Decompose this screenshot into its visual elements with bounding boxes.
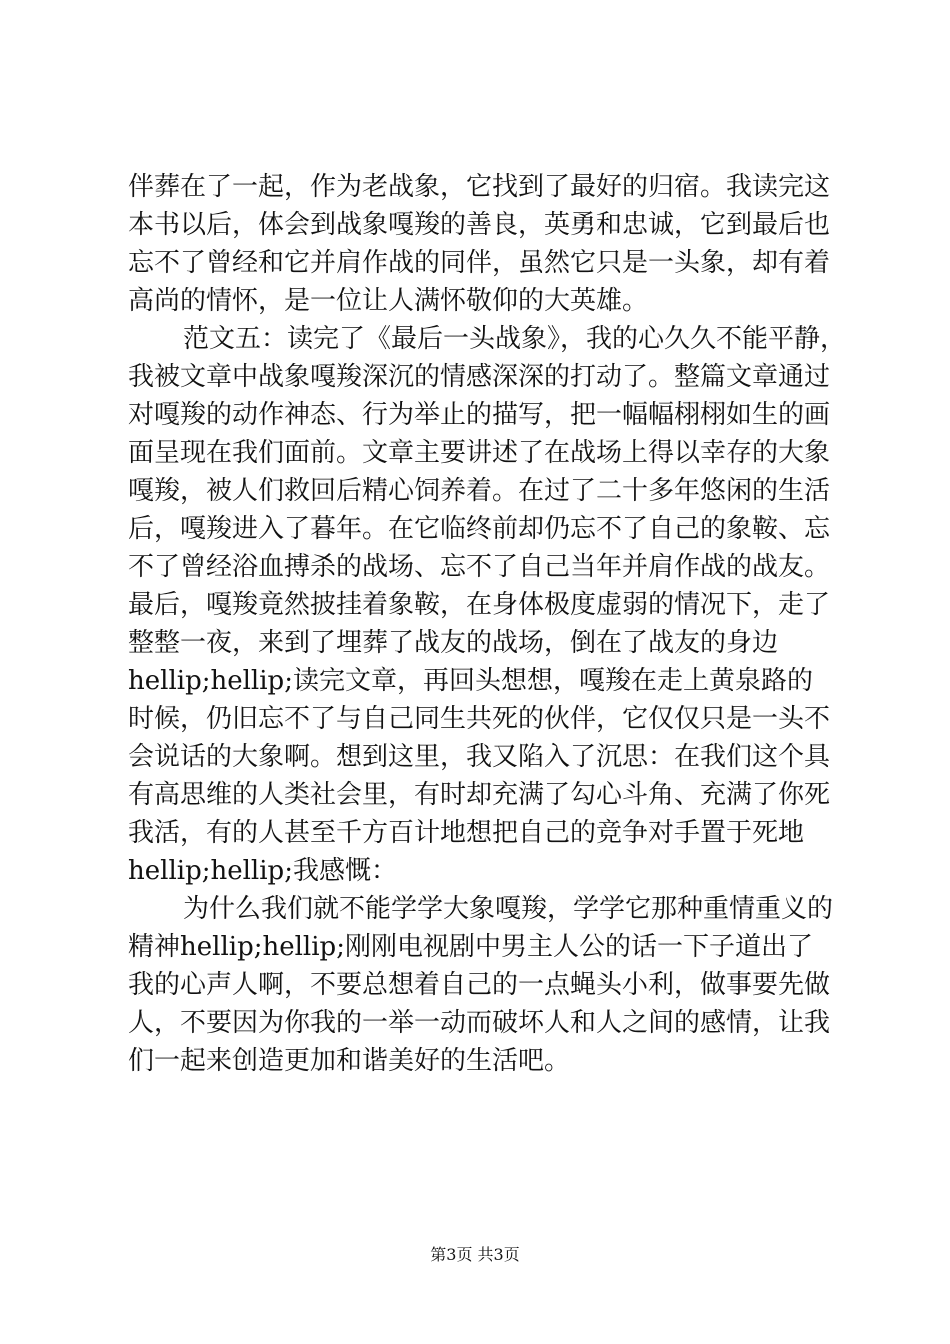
text-line: 我的心声人啊，不要总想着自己的一点蝇头小利，做事要先做	[128, 970, 831, 1000]
text-line: 对嘎羧的动作神态、行为举止的描写，把一幅幅栩栩如生的画	[128, 400, 831, 430]
text-line: 会说话的大象啊。想到这里，我又陷入了沉思：在我们这个具	[128, 742, 831, 772]
text-line: 为什么我们就不能学学大象嘎羧，学学它那种重情重义的	[183, 894, 834, 924]
text-line: 我被文章中战象嘎羧深沉的情感深深的打动了。整篇文章通过	[128, 362, 831, 392]
text-line: 有高思维的人类社会里，有时却充满了勾心斗角、充满了你死	[128, 780, 831, 810]
text-line: 最后，嘎羧竟然披挂着象鞍，在身体极度虚弱的情况下，走了	[128, 590, 831, 620]
text-line: hellip;hellip;读完文章，再回头想想，嘎羧在走上黄泉路的	[128, 666, 813, 696]
text-line: 整整一夜，来到了埋葬了战友的战场，倒在了战友的身边	[128, 628, 779, 658]
text-line: 忘不了曾经和它并肩作战的同伴，虽然它只是一头象，却有着	[128, 248, 831, 278]
text-line: 本书以后，体会到战象嘎羧的善良，英勇和忠诚，它到最后也	[128, 210, 831, 240]
text-line: 们一起来创造更加和谐美好的生活吧。	[128, 1046, 571, 1076]
text-line: 伴葬在了一起，作为老战象，它找到了最好的归宿。我读完这	[128, 172, 831, 202]
text-line: 我活，有的人甚至千方百计地想把自己的竞争对手置于死地	[128, 818, 805, 848]
text-line: 不了曾经浴血搏杀的战场、忘不了自己当年并肩作战的战友。	[128, 552, 831, 582]
text-line: 范文五：读完了《最后一头战象》，我的心久久不能平静，	[183, 324, 847, 354]
text-line: 人，不要因为你我的一举一动而破坏人和人之间的感情，让我	[128, 1008, 831, 1038]
text-line: 高尚的情怀，是一位让人满怀敬仰的大英雄。	[128, 286, 649, 316]
text-line: 后，嘎羧进入了暮年。在它临终前却仍忘不了自己的象鞍、忘	[128, 514, 831, 544]
text-line: hellip;hellip;我感慨：	[128, 856, 397, 886]
text-line: 嘎羧，被人们救回后精心饲养着。在过了二十多年悠闲的生活	[128, 476, 831, 506]
text-line: 面呈现在我们面前。文章主要讲述了在战场上得以幸存的大象	[128, 438, 831, 468]
text-line: 精神hellip;hellip;刚刚电视剧中男主人公的话一下子道出了	[128, 932, 813, 962]
page-footer	[0, 1243, 950, 1267]
body-text	[128, 168, 847, 1080]
text-line: 时候，仍旧忘不了与自己同生共死的伙伴，它仅仅只是一头不	[128, 704, 831, 734]
page-number: 第3页 共3页	[430, 1245, 520, 1264]
